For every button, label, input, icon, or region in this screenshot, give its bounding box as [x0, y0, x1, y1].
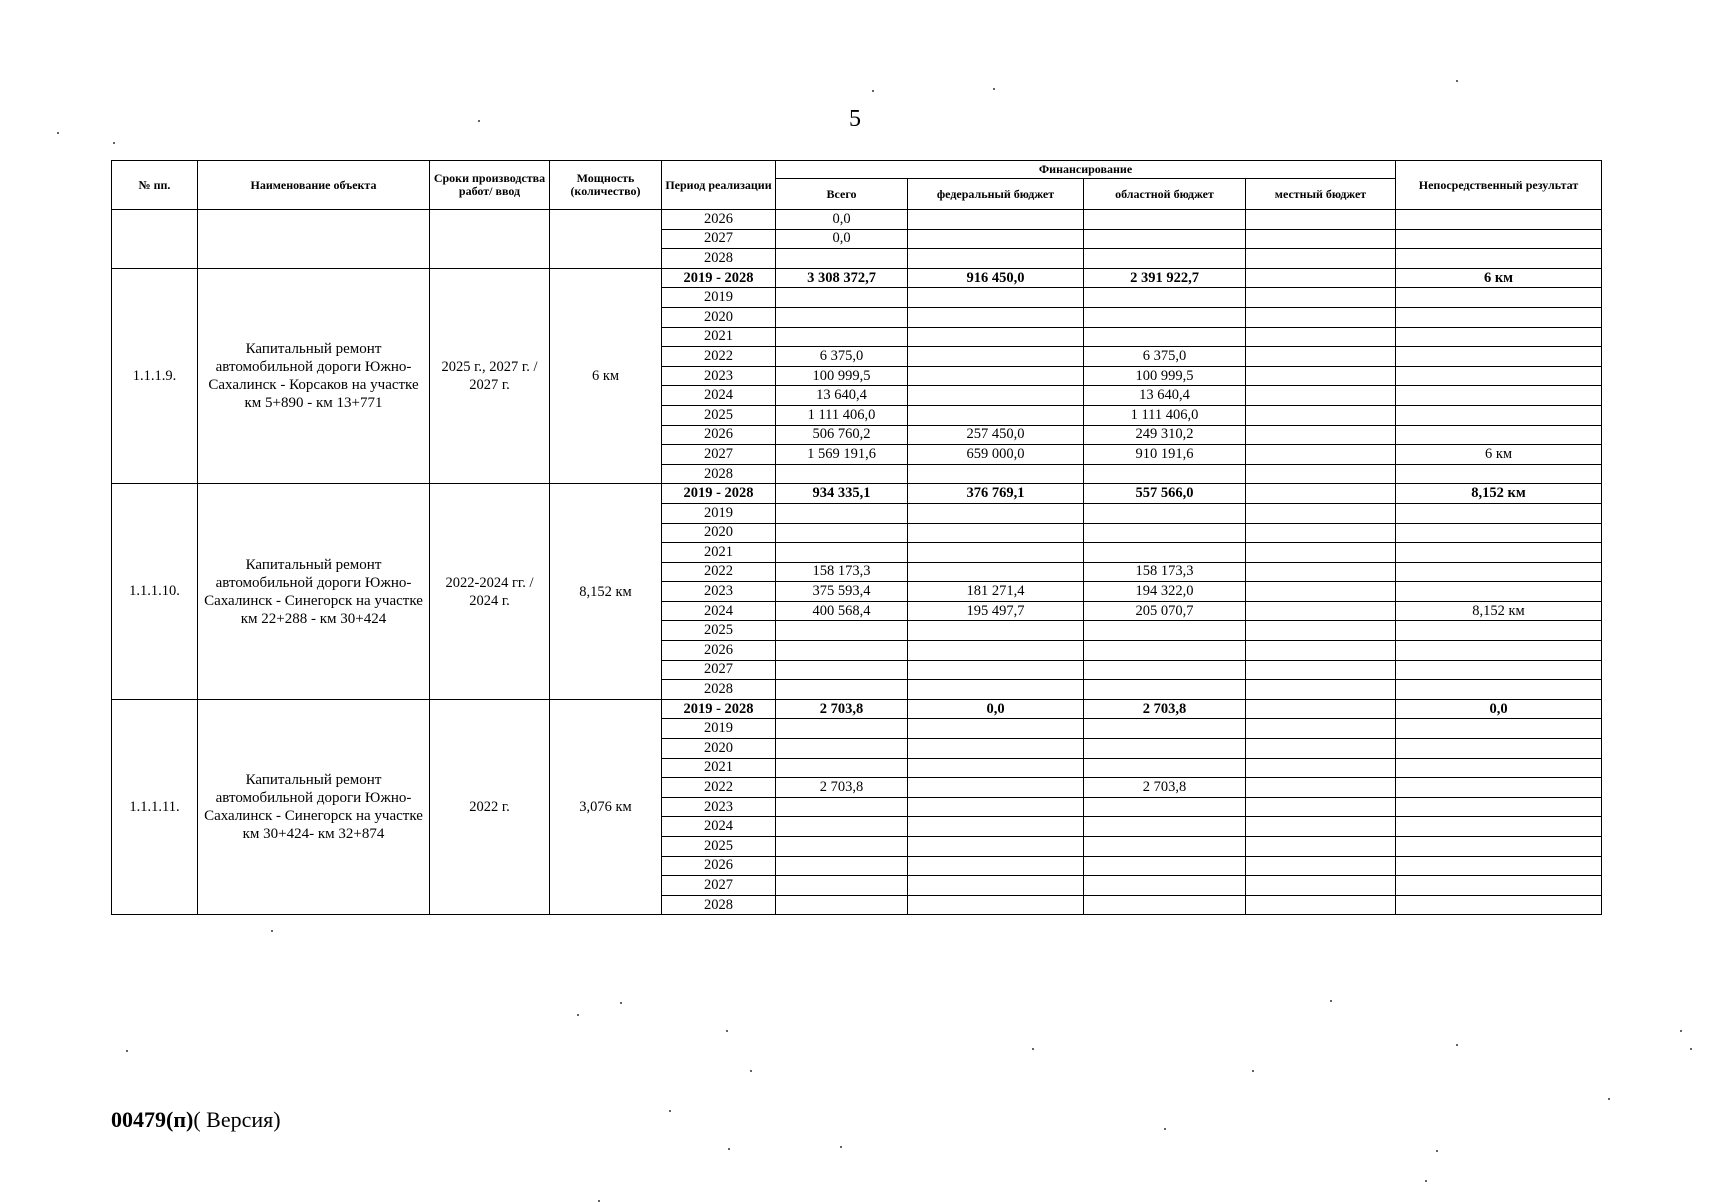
header-capacity: Мощность (количество) [550, 161, 662, 210]
local-cell [1246, 347, 1396, 367]
result-cell [1396, 837, 1602, 857]
federal-cell: 0,0 [908, 699, 1084, 719]
federal-cell [908, 543, 1084, 563]
capacity-cell [550, 210, 662, 269]
period-cell: 2023 [662, 582, 776, 602]
federal-cell: 195 497,7 [908, 601, 1084, 621]
period-cell: 2028 [662, 895, 776, 915]
financing-table [111, 160, 1602, 915]
regional-cell: 249 310,2 [1084, 425, 1246, 445]
local-cell [1246, 503, 1396, 523]
result-cell [1396, 386, 1602, 406]
table-row [112, 699, 1602, 719]
total-cell [776, 876, 908, 896]
total-cell: 6 375,0 [776, 347, 908, 367]
table-header [112, 161, 1602, 210]
scan-speck [57, 132, 59, 134]
local-cell [1246, 366, 1396, 386]
federal-cell [908, 562, 1084, 582]
total-cell [776, 621, 908, 641]
local-cell [1246, 797, 1396, 817]
period-cell: 2019 [662, 503, 776, 523]
scan-speck [1436, 1150, 1438, 1152]
total-cell [776, 641, 908, 661]
regional-cell [1084, 739, 1246, 759]
local-cell [1246, 621, 1396, 641]
local-cell [1246, 895, 1396, 915]
total-cell [776, 739, 908, 759]
local-cell [1246, 543, 1396, 563]
total-cell [776, 288, 908, 308]
federal-cell [908, 719, 1084, 739]
total-cell: 13 640,4 [776, 386, 908, 406]
scan-speck [669, 1110, 671, 1112]
document-code: 00479(п) [111, 1107, 194, 1132]
regional-cell: 6 375,0 [1084, 347, 1246, 367]
scan-speck [726, 1030, 728, 1032]
federal-cell [908, 660, 1084, 680]
federal-cell [908, 778, 1084, 798]
total-cell [776, 503, 908, 523]
period-cell: 2027 [662, 229, 776, 249]
total-cell [776, 307, 908, 327]
local-cell [1246, 876, 1396, 896]
result-cell: 0,0 [1396, 699, 1602, 719]
period-cell: 2020 [662, 523, 776, 543]
total-cell: 934 335,1 [776, 484, 908, 504]
regional-cell [1084, 288, 1246, 308]
header-result: Непосредственный результат [1396, 161, 1602, 210]
total-cell: 2 703,8 [776, 699, 908, 719]
total-cell: 100 999,5 [776, 366, 908, 386]
result-cell [1396, 719, 1602, 739]
result-cell [1396, 876, 1602, 896]
scan-speck [840, 1146, 842, 1148]
local-cell [1246, 837, 1396, 857]
item-capacity: 3,076 км [550, 699, 662, 915]
local-cell [1246, 601, 1396, 621]
local-cell [1246, 523, 1396, 543]
item-name: Капитальный ремонт автомобильной дороги Южно-Сахалинск - Корсаков на участке км 5+890 - км 13+771 [198, 268, 430, 484]
footer [111, 1107, 281, 1133]
regional-cell [1084, 229, 1246, 249]
local-cell [1246, 249, 1396, 269]
item-name: Капитальный ремонт автомобильной дороги Южно-Сахалинск - Синегорск на участке км 30+424- км 32+874 [198, 699, 430, 915]
scan-speck [1456, 80, 1458, 82]
local-cell [1246, 386, 1396, 406]
result-cell [1396, 543, 1602, 563]
scan-speck [1425, 1180, 1427, 1182]
federal-cell [908, 895, 1084, 915]
result-cell [1396, 797, 1602, 817]
local-cell [1246, 699, 1396, 719]
local-cell [1246, 641, 1396, 661]
result-cell [1396, 680, 1602, 700]
item-number: 1.1.1.11. [112, 699, 198, 915]
result-cell [1396, 405, 1602, 425]
total-cell [776, 817, 908, 837]
result-cell [1396, 503, 1602, 523]
total-cell: 158 173,3 [776, 562, 908, 582]
result-cell [1396, 327, 1602, 347]
period-cell: 2025 [662, 837, 776, 857]
regional-cell [1084, 621, 1246, 641]
total-cell: 400 568,4 [776, 601, 908, 621]
table-row [112, 484, 1602, 504]
period-cell: 2026 [662, 210, 776, 230]
scan-speck [113, 142, 115, 144]
regional-cell: 13 640,4 [1084, 386, 1246, 406]
page-number: 5 [849, 106, 861, 132]
scan-speck [126, 1050, 128, 1052]
total-cell: 0,0 [776, 229, 908, 249]
local-cell [1246, 660, 1396, 680]
period-cell: 2020 [662, 307, 776, 327]
period-cell: 2026 [662, 856, 776, 876]
header-financing: Финансирование [776, 161, 1396, 179]
result-cell [1396, 464, 1602, 484]
regional-cell: 205 070,7 [1084, 601, 1246, 621]
scan-speck [1680, 1030, 1682, 1032]
local-cell [1246, 758, 1396, 778]
terms-cell [430, 210, 550, 269]
regional-cell: 194 322,0 [1084, 582, 1246, 602]
regional-cell [1084, 856, 1246, 876]
regional-cell: 2 391 922,7 [1084, 268, 1246, 288]
total-cell [776, 837, 908, 857]
total-cell [776, 327, 908, 347]
period-cell: 2020 [662, 739, 776, 759]
total-cell [776, 464, 908, 484]
total-cell: 506 760,2 [776, 425, 908, 445]
result-cell [1396, 425, 1602, 445]
local-cell [1246, 229, 1396, 249]
item-number: 1.1.1.10. [112, 484, 198, 700]
result-cell [1396, 366, 1602, 386]
scan-speck [271, 930, 273, 932]
scan-speck [1608, 1098, 1610, 1100]
local-cell [1246, 445, 1396, 465]
period-cell: 2027 [662, 445, 776, 465]
period-cell: 2021 [662, 758, 776, 778]
scan-speck [872, 90, 874, 92]
header-num: № пп. [112, 161, 198, 210]
period-cell: 2021 [662, 327, 776, 347]
regional-cell: 158 173,3 [1084, 562, 1246, 582]
total-cell [776, 719, 908, 739]
federal-cell [908, 405, 1084, 425]
period-cell: 2024 [662, 817, 776, 837]
item-terms: 2025 г., 2027 г. / 2027 г. [430, 268, 550, 484]
period-cell: 2022 [662, 778, 776, 798]
period-cell: 2019 [662, 719, 776, 739]
regional-cell [1084, 307, 1246, 327]
regional-cell [1084, 523, 1246, 543]
header-total: Всего [776, 179, 908, 210]
scan-speck [1164, 1128, 1166, 1130]
item-capacity: 8,152 км [550, 484, 662, 700]
local-cell [1246, 719, 1396, 739]
result-cell [1396, 660, 1602, 680]
regional-cell [1084, 719, 1246, 739]
federal-cell [908, 739, 1084, 759]
federal-cell: 181 271,4 [908, 582, 1084, 602]
total-cell: 0,0 [776, 210, 908, 230]
federal-cell: 257 450,0 [908, 425, 1084, 445]
federal-cell [908, 641, 1084, 661]
local-cell [1246, 778, 1396, 798]
regional-cell: 557 566,0 [1084, 484, 1246, 504]
total-cell [776, 895, 908, 915]
total-cell [776, 249, 908, 269]
regional-cell [1084, 837, 1246, 857]
local-cell [1246, 562, 1396, 582]
scan-speck [1032, 1048, 1034, 1050]
document-version: ( Версия) [193, 1107, 281, 1132]
total-cell: 3 308 372,7 [776, 268, 908, 288]
local-cell [1246, 817, 1396, 837]
regional-cell [1084, 660, 1246, 680]
scan-speck [577, 1014, 579, 1016]
local-cell [1246, 425, 1396, 445]
period-cell: 2027 [662, 876, 776, 896]
federal-cell [908, 680, 1084, 700]
item-terms: 2022 г. [430, 699, 550, 915]
federal-cell [908, 366, 1084, 386]
header-name: Наименование объекта [198, 161, 430, 210]
result-cell [1396, 621, 1602, 641]
local-cell [1246, 856, 1396, 876]
scan-speck [1330, 1000, 1332, 1002]
total-cell: 1 111 406,0 [776, 405, 908, 425]
federal-cell [908, 817, 1084, 837]
result-cell: 6 км [1396, 445, 1602, 465]
period-cell: 2019 [662, 288, 776, 308]
result-cell [1396, 249, 1602, 269]
regional-cell [1084, 758, 1246, 778]
item-name: Капитальный ремонт автомобильной дороги Южно-Сахалинск - Синегорск на участке км 22+288 - км 30+424 [198, 484, 430, 700]
table-row [112, 210, 1602, 230]
scan-speck [993, 88, 995, 90]
period-cell: 2023 [662, 797, 776, 817]
result-cell: 6 км [1396, 268, 1602, 288]
total-cell [776, 797, 908, 817]
header-regional: областной бюджет [1084, 179, 1246, 210]
local-cell [1246, 484, 1396, 504]
name-cell [198, 210, 430, 269]
regional-cell [1084, 641, 1246, 661]
total-cell: 375 593,4 [776, 582, 908, 602]
federal-cell [908, 307, 1084, 327]
regional-cell [1084, 817, 1246, 837]
federal-cell: 376 769,1 [908, 484, 1084, 504]
num-cell [112, 210, 198, 269]
total-cell [776, 758, 908, 778]
federal-cell [908, 856, 1084, 876]
scan-speck [1252, 1070, 1254, 1072]
period-cell: 2027 [662, 660, 776, 680]
local-cell [1246, 739, 1396, 759]
scan-speck [620, 1002, 622, 1004]
federal-cell [908, 503, 1084, 523]
total-cell [776, 660, 908, 680]
scan-speck [1456, 1044, 1458, 1046]
regional-cell [1084, 464, 1246, 484]
result-cell [1396, 307, 1602, 327]
total-cell [776, 523, 908, 543]
federal-cell [908, 837, 1084, 857]
regional-cell [1084, 543, 1246, 563]
result-cell: 8,152 км [1396, 484, 1602, 504]
federal-cell [908, 797, 1084, 817]
federal-cell [908, 523, 1084, 543]
local-cell [1246, 210, 1396, 230]
table-row [112, 268, 1602, 288]
federal-cell [908, 249, 1084, 269]
regional-cell: 2 703,8 [1084, 699, 1246, 719]
table-body [112, 210, 1602, 915]
local-cell [1246, 680, 1396, 700]
period-cell: 2022 [662, 347, 776, 367]
result-cell [1396, 582, 1602, 602]
federal-cell [908, 347, 1084, 367]
scan-speck [1690, 1048, 1692, 1050]
total-cell [776, 543, 908, 563]
result-cell [1396, 229, 1602, 249]
item-number: 1.1.1.9. [112, 268, 198, 484]
federal-cell [908, 229, 1084, 249]
scan-speck [750, 1070, 752, 1072]
result-cell [1396, 562, 1602, 582]
regional-cell [1084, 876, 1246, 896]
local-cell [1246, 582, 1396, 602]
period-cell: 2026 [662, 425, 776, 445]
period-cell: 2028 [662, 249, 776, 269]
result-cell: 8,152 км [1396, 601, 1602, 621]
federal-cell [908, 876, 1084, 896]
period-cell: 2019 - 2028 [662, 699, 776, 719]
total-cell: 1 569 191,6 [776, 445, 908, 465]
header-terms: Сроки производства работ/ ввод [430, 161, 550, 210]
federal-cell [908, 758, 1084, 778]
federal-cell [908, 210, 1084, 230]
item-capacity: 6 км [550, 268, 662, 484]
period-cell: 2024 [662, 601, 776, 621]
period-cell: 2028 [662, 680, 776, 700]
federal-cell [908, 327, 1084, 347]
federal-cell [908, 621, 1084, 641]
period-cell: 2025 [662, 405, 776, 425]
federal-cell [908, 386, 1084, 406]
regional-cell: 100 999,5 [1084, 366, 1246, 386]
header-period: Период реализации [662, 161, 776, 210]
federal-cell [908, 288, 1084, 308]
result-cell [1396, 523, 1602, 543]
result-cell [1396, 817, 1602, 837]
result-cell [1396, 347, 1602, 367]
header-federal: федеральный бюджет [908, 179, 1084, 210]
regional-cell [1084, 680, 1246, 700]
regional-cell [1084, 249, 1246, 269]
local-cell [1246, 268, 1396, 288]
period-cell: 2028 [662, 464, 776, 484]
regional-cell [1084, 797, 1246, 817]
local-cell [1246, 307, 1396, 327]
result-cell [1396, 856, 1602, 876]
period-cell: 2022 [662, 562, 776, 582]
period-cell: 2019 - 2028 [662, 484, 776, 504]
result-cell [1396, 895, 1602, 915]
local-cell [1246, 464, 1396, 484]
regional-cell [1084, 895, 1246, 915]
period-cell: 2021 [662, 543, 776, 563]
total-cell [776, 856, 908, 876]
period-cell: 2026 [662, 641, 776, 661]
regional-cell: 2 703,8 [1084, 778, 1246, 798]
result-cell [1396, 210, 1602, 230]
item-terms: 2022-2024 гг. / 2024 г. [430, 484, 550, 700]
period-cell: 2024 [662, 386, 776, 406]
local-cell [1246, 288, 1396, 308]
result-cell [1396, 288, 1602, 308]
local-cell [1246, 405, 1396, 425]
result-cell [1396, 641, 1602, 661]
total-cell [776, 680, 908, 700]
period-cell: 2019 - 2028 [662, 268, 776, 288]
regional-cell: 910 191,6 [1084, 445, 1246, 465]
result-cell [1396, 778, 1602, 798]
regional-cell: 1 111 406,0 [1084, 405, 1246, 425]
period-cell: 2025 [662, 621, 776, 641]
header-local: местный бюджет [1246, 179, 1396, 210]
total-cell: 2 703,8 [776, 778, 908, 798]
federal-cell [908, 464, 1084, 484]
regional-cell [1084, 503, 1246, 523]
scan-speck [728, 1148, 730, 1150]
regional-cell [1084, 210, 1246, 230]
scan-speck [478, 120, 480, 122]
federal-cell: 659 000,0 [908, 445, 1084, 465]
local-cell [1246, 327, 1396, 347]
regional-cell [1084, 327, 1246, 347]
federal-cell: 916 450,0 [908, 268, 1084, 288]
result-cell [1396, 758, 1602, 778]
period-cell: 2023 [662, 366, 776, 386]
result-cell [1396, 739, 1602, 759]
